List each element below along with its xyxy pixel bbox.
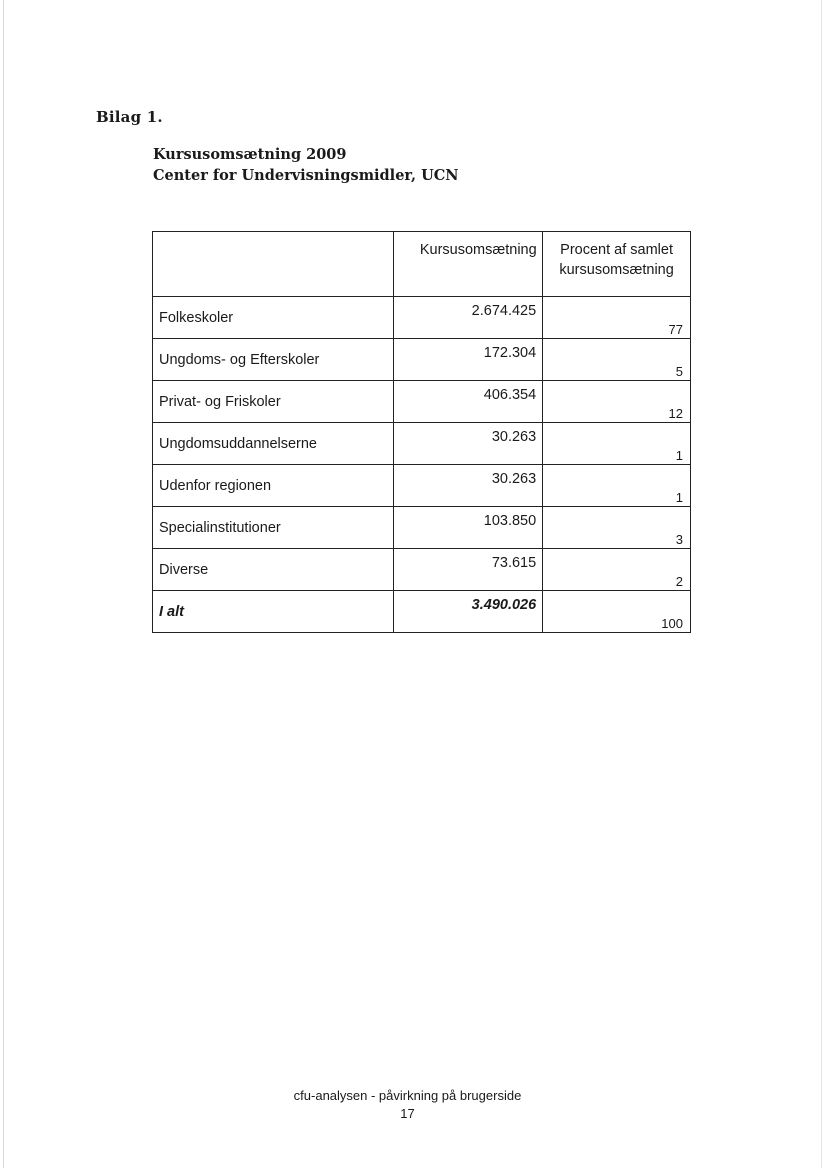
header-label-cell [153,232,394,297]
row-percent: 12 [543,381,691,423]
row-percent: 2 [543,549,691,591]
document-title [153,144,459,186]
row-percent: 1 [543,465,691,507]
row-percent: 5 [543,339,691,381]
header-amount-cell: Kursusomsætning [394,232,543,297]
row-amount: 73.615 [394,549,543,591]
row-label: Folkeskoler [153,297,394,339]
row-label: Diverse [153,549,394,591]
row-label: Ungdoms- og Efterskoler [153,339,394,381]
row-percent: 1 [543,423,691,465]
turnover-table [152,231,691,633]
row-label: Udenfor regionen [153,465,394,507]
row-amount: 30.263 [394,465,543,507]
row-label: Ungdomsuddannelserne [153,423,394,465]
appendix-heading: Bilag 1. [96,108,163,126]
table-row [153,297,691,339]
row-amount: 103.850 [394,507,543,549]
title-line-2: Center for Undervisningsmidler, UCN [153,167,459,184]
footer-text: cfu-analysen - påvirkning på brugerside [293,1088,522,1103]
row-label: Privat- og Friskoler [153,381,394,423]
row-amount: 2.674.425 [394,297,543,339]
page-footer [0,1087,825,1123]
header-percent-line-2: kursusomsætning [559,262,674,278]
table-row [153,549,691,591]
row-percent: 3 [543,507,691,549]
row-percent: 77 [543,297,691,339]
row-amount: 172.304 [394,339,543,381]
table-row [153,339,691,381]
header-percent-cell [543,232,691,297]
title-line-1: Kursusomsætning 2009 [153,146,347,163]
scan-edge-left [3,0,4,1168]
table-header-row [153,232,691,297]
row-label: Specialinstitutioner [153,507,394,549]
table-total-row [153,591,691,633]
scan-edge-right [821,0,822,1168]
table-row [153,423,691,465]
table-row [153,507,691,549]
row-amount: 30.263 [394,423,543,465]
header-percent-line-1: Procent af samlet [560,242,673,258]
total-percent: 100 [543,591,691,633]
page-number: 17 [400,1106,415,1121]
total-amount: 3.490.026 [394,591,543,633]
total-label: I alt [153,591,394,633]
table-row [153,465,691,507]
row-amount: 406.354 [394,381,543,423]
table-row [153,381,691,423]
